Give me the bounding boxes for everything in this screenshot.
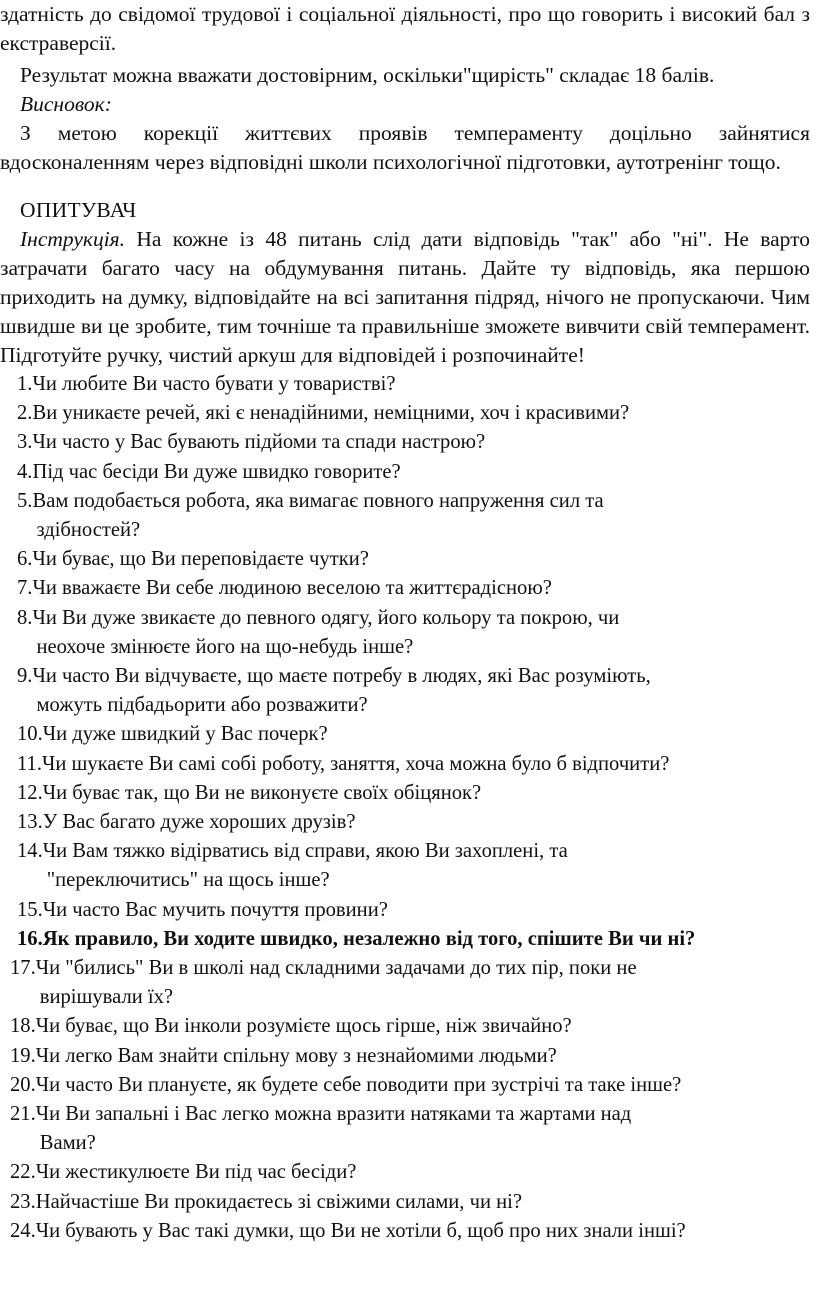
instruction-label: Інструкція.: [20, 227, 126, 251]
question-text: Як правило, Ви ходите швидко, незалежно від того, спішите Ви чи ні?: [42, 927, 696, 950]
question-number: 15.: [17, 898, 43, 921]
question-text: [43, 837, 810, 895]
question-text: Чи дуже швидкий у Вас почерк?: [42, 723, 328, 746]
question-line-1: Вам подобається робота, яка вимагає повного напруження сил та: [32, 489, 604, 512]
question-number: 1.: [17, 373, 33, 395]
question-number: 5.: [17, 489, 33, 512]
question-text: [36, 1100, 810, 1158]
question-text: Ви уникаєте речей, які є ненадійними, неміцними, хоч і красивими?: [32, 402, 630, 425]
questions-list: [0, 370, 810, 1246]
question-item: [0, 399, 810, 428]
intro-paragraph-1: здатність до свідомої трудової і соціальної діяльності, про що говорить і високий бал з екстраверсії.: [0, 2, 810, 55]
question-number: 7.: [17, 577, 33, 600]
question-item: [0, 925, 810, 954]
question-item: [0, 720, 810, 749]
question-item: [0, 896, 810, 925]
question-text: Чи часто Вас мучить почуття провини?: [42, 898, 388, 921]
instruction-paragraph: [0, 225, 810, 370]
question-item: [0, 1217, 810, 1246]
question-text: [32, 662, 810, 720]
question-item: [0, 1100, 810, 1158]
question-number: 23.: [10, 1190, 36, 1213]
question-line-2: вирішували їх?: [39, 986, 174, 1009]
question-item: [0, 954, 810, 1012]
instruction-text: На кожне із 48 питань слід дати відповідь "так" або "ні". Не варто затрачати багато часу на обдумування питань. Дайте ту відповідь, яка першою приходить на думку, відповідайте на всі запитання підряд, нічого не пропускаючи. Чим швидше ви це зробите, тим точніше та правильніше зможете вивчити свій темперамент. Підготуйте ручку, чистий аркуш для відповідей і розпочинайте!: [0, 227, 810, 367]
question-item: [0, 574, 810, 603]
question-text: [32, 604, 810, 662]
question-line-1: Чи "бились" Ви в школі над складними задачами до тих пір, поки не: [35, 957, 637, 980]
question-text: Чи часто у Вас бувають підйоми та спади настрою?: [32, 431, 486, 454]
question-text: Чи буває, що Ви переповідаєте чутки?: [32, 548, 369, 571]
question-number: 19.: [10, 1044, 36, 1067]
question-item: [0, 1042, 810, 1071]
question-number: 13.: [17, 811, 43, 834]
question-line-1: Чи Ви запальні і Вас легко можна вразити натяками та жартами над: [35, 1103, 632, 1126]
question-line-1: Чи часто Ви відчуваєте, що маєте потребу в людях, які Вас розуміють,: [32, 665, 651, 688]
question-line-2: неохоче змінюєте його на що-небудь інше?: [36, 635, 414, 658]
question-number: 6.: [17, 548, 33, 571]
conclusion-paragraph: З метою корекції життєвих проявів темпераменту доцільно зайнятися вдосконаленням через відповідні школи психологічної підготовки, аутотренінг тощо.: [0, 121, 810, 174]
question-number: 21.: [10, 1103, 36, 1126]
question-item: [0, 487, 810, 545]
question-text: [36, 954, 810, 1012]
conclusion-label: [0, 90, 810, 119]
question-text: Під час бесіди Ви дуже швидко говорите?: [32, 460, 401, 483]
question-line-2: можуть підбадьорити або розважити?: [36, 694, 368, 717]
question-number: 11.: [17, 752, 42, 775]
question-text: Чи шукаєте Ви самі собі роботу, заняття, хоча можна було б відпочити?: [41, 752, 670, 775]
question-line-2: "переключитись" на щось інше?: [46, 869, 330, 892]
question-number: 16.: [17, 927, 43, 950]
question-text: Чи часто Ви плануєте, як будете себе поводити при зустрічі та таке інше?: [35, 1073, 682, 1096]
question-text: Чи жестикулюєте Ви під час бесіди?: [35, 1161, 357, 1184]
question-number: 3.: [17, 431, 33, 454]
question-item: [0, 1188, 810, 1217]
question-item: [0, 779, 810, 808]
question-number: 9.: [17, 665, 33, 688]
question-text: У Вас багато дуже хороших друзів?: [42, 811, 356, 834]
question-number: 14.: [17, 840, 43, 863]
question-text: Найчастіше Ви прокидаєтесь зі свіжими силами, чи ні?: [35, 1190, 523, 1213]
question-item: [0, 1071, 810, 1100]
question-text: Чи вважаєте Ви себе людиною веселою та життєрадісною?: [32, 577, 552, 600]
section-heading: ОПИТУВАЧ: [20, 198, 137, 222]
question-item: [0, 808, 810, 837]
question-item: [0, 604, 810, 662]
question-number: 20.: [10, 1073, 36, 1096]
question-text: [32, 487, 810, 545]
question-number: 17.: [10, 957, 36, 980]
question-item: [0, 837, 810, 895]
question-text: Чи бувають у Вас такі думки, що Ви не хотіли б, щоб про них знали інші?: [35, 1219, 686, 1242]
question-item: [0, 428, 810, 457]
question-item: [0, 1158, 810, 1187]
question-number: 12.: [17, 781, 43, 804]
question-number: 22.: [10, 1161, 36, 1184]
question-item: [0, 662, 810, 720]
question-item: [0, 1012, 810, 1041]
question-line-1: Чи Ви дуже звикаєте до певного одягу, його кольору та покрою, чи: [32, 606, 620, 629]
question-line-2: здібностей?: [36, 519, 141, 542]
question-number: 8.: [17, 606, 33, 629]
question-text: Чи любите Ви часто бувати у товаристві?: [32, 373, 396, 395]
question-number: 10.: [17, 723, 43, 746]
question-number: 18.: [10, 1015, 36, 1038]
question-item: [0, 370, 810, 399]
question-number: 4.: [17, 460, 33, 483]
intro-paragraph-2: Результат можна вважати достовірним, оскільки"щирість" складає 18 балів.: [20, 63, 715, 87]
question-number: 2.: [17, 402, 33, 425]
question-text: Чи буває, що Ви інколи розумієте щось гірше, ніж звичайно?: [35, 1015, 572, 1038]
question-text: Чи легко Вам знайти спільну мову з незнайомими людьми?: [35, 1044, 557, 1067]
question-line-1: Чи Вам тяжко відірватись від справи, якою Ви захоплені, та: [42, 840, 568, 863]
question-item: [0, 545, 810, 574]
question-item: [0, 458, 810, 487]
question-line-2: Вами?: [39, 1132, 96, 1155]
conclusion-label-text: Висновок:: [20, 92, 112, 116]
question-text: Чи буває так, що Ви не виконуєте своїх обіцянок?: [42, 781, 482, 804]
question-number: 24.: [10, 1219, 36, 1242]
question-item: [0, 750, 810, 779]
